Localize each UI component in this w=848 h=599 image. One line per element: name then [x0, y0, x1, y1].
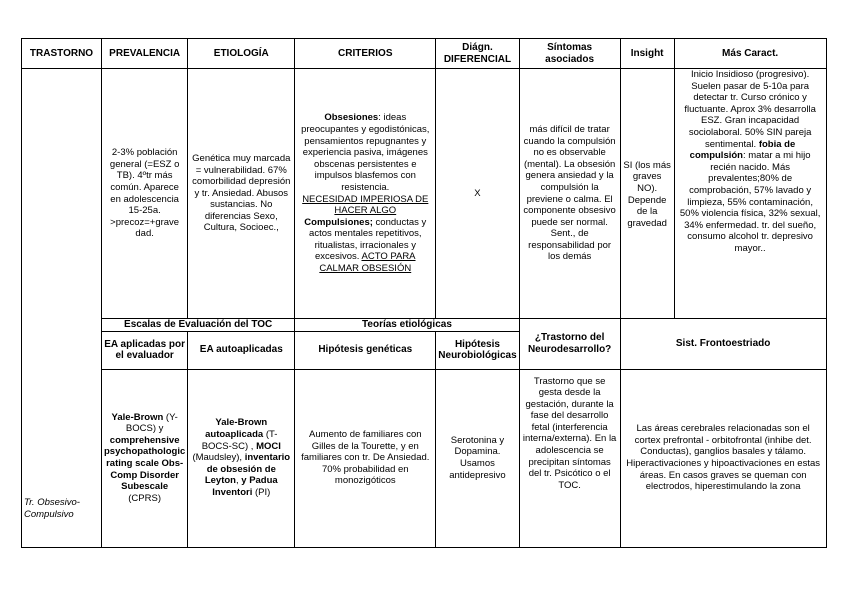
mas-text-1: Inicio Insidioso (progresivo). Suelen pasar de 5-10a para detectar tr. Curso crónico y fluctuante. Aprox 3% desarrolla ESZ. Gran incapacidad sociolaboral. 50% SIN pareja sentimental.	[684, 69, 816, 150]
header-etiologia: ETIOLOGÍA	[188, 39, 295, 69]
geneticas-cell: Aumento de familiares con Gilles de la Tourette, y en familiares con tr. De Ansiedad. 70% probabilidad en monozigóticos	[295, 369, 436, 547]
frontoestriado-title: Sist. Frontoestriado	[620, 319, 826, 370]
toc-summary-table	[21, 38, 827, 548]
header-diagnostico: Diágn. DIFERENCIAL	[436, 39, 519, 69]
moci-text: (Maudsley),	[192, 452, 243, 464]
main-row	[22, 69, 827, 319]
neurodesarrollo-question: ¿Trastorno del Neurodesarrollo?	[519, 319, 620, 370]
sintomas-cell: más difícil de tratar cuando la compulsión no es observable (mental). La obsesión genera ansiedad y la compulsión la previene o calma. El componente obsesivo puede ser normal. Sent., de responsabilidad por los demás	[519, 69, 620, 319]
insight-text: SI (los más graves NO). Depende de la gravedad	[623, 159, 671, 229]
ea-auto-cell	[188, 369, 295, 547]
prevalencia-cell: 2-3% población general (=ESZ o TB). 4ºtr más común. Aparece en adolescencia 15-25a. >precoz=+grave dad.	[102, 69, 188, 319]
header-trastorno: TRASTORNO	[22, 39, 102, 69]
header-prevalencia: PREVALENCIA	[102, 39, 188, 69]
trastorno-cell	[22, 69, 102, 548]
criterios-cell	[295, 69, 436, 319]
diagnostico-cell: X	[436, 69, 519, 319]
leyton-text: ,	[235, 475, 239, 487]
cprs-label: comprehensive psychopathologic rating scale Obs-Comp Disorder Subescale	[104, 434, 186, 493]
compulsiones-label: Compulsiones;	[304, 216, 373, 228]
leyton-label: inventario de obsesión de Leyton	[204, 452, 291, 487]
neuro-header: Hipótesis Neurobiológicas	[436, 331, 519, 369]
escalas-title: Escalas de Evaluación del TOC	[102, 319, 295, 332]
compulsiones-act: ACTO PARA CALMAR OBSESIÓN	[319, 251, 416, 275]
bottom-row	[22, 369, 827, 547]
ea-evaluador-cell	[102, 369, 188, 547]
moci-label: MOCI	[256, 440, 281, 452]
ea-auto-header: EA autoaplicadas	[188, 331, 295, 369]
frontoestriado-cell: Las áreas cerebrales relacionadas son el cortex prefrontal - orbitofrontal (inhibe det. Conductas), ganglios basales y tálamo. Hiperactivaciones y hipoactivaciones en estas áreas. En casos graves se queman con electrodos, hiperestimulando la zona	[620, 369, 826, 547]
neuro-cell: Serotonina y Dopamina. Usamos antidepresivo	[436, 369, 519, 547]
padua-label: y Padua Inventori	[212, 475, 278, 498]
padua-text: (PI)	[252, 486, 271, 498]
yale-auto-label: Yale-Brown autoaplicada	[205, 417, 268, 441]
header-criterios: CRITERIOS	[295, 39, 436, 69]
yale-auto-text: (T-BOCS-SC) ,	[201, 429, 278, 452]
header-mas: Más Caract.	[674, 39, 826, 69]
mas-text-2: : matar a mi hijo recién nacido. Más prevalentes;80% de comprobación, 57% lavado y limpieza, 55% contaminación, 50% violencia física, 32% sexual, 34% enfermedad. tr. del sueño, consumo alcohol tr. depresivo mayor..	[679, 150, 821, 254]
teorias-title: Teorías etiológicas	[295, 319, 519, 332]
obsesiones-text: : ideas preocupantes y egodistónicas, pensamientos repugnantes y experiencia pasiva, imágenes obscenas persistentes e impulsos blasfemos con resistencia.	[301, 112, 430, 193]
etiologia-cell: Genética muy marcada = vulnerabilidad. 67% comorbilidad depresión y tr. Ansiedad. Abusos sustancias. No diferencias Sexo, Cultura, Socioec.,	[188, 69, 295, 319]
obsesiones-label: Obsesiones	[324, 112, 379, 124]
header-insight: Insight	[620, 39, 674, 69]
yale-brown-text: (Y-BOCS) y	[125, 411, 178, 435]
section-title-row	[22, 319, 827, 332]
mas-cell	[674, 69, 826, 319]
fobia-label: fobia de compulsión	[689, 138, 796, 162]
trastorno-name: Tr. Obsesivo-Compulsivo	[24, 497, 80, 520]
ea-evaluador-header: EA aplicadas por el evaluador	[102, 331, 188, 369]
geneticas-header: Hipótesis genéticas	[295, 331, 436, 369]
insight-cell	[620, 69, 674, 319]
header-row	[22, 39, 827, 69]
cprs-text: (CPRS)	[128, 492, 161, 504]
yale-brown-label: Yale-Brown	[111, 411, 164, 423]
compulsiones-text: conductas y actos mentales repetitivos, ritualistas, irracionales y excesivos.	[309, 216, 427, 263]
neurodesarrollo-cell: Trastorno que se gesta desde la gestación, durante la fase del desarrollo fetal (interferencia interna/externa). En la adolescencia se precipitan síntomas del tr. Psicótico o el TOC.	[519, 369, 620, 547]
header-sintomas: Síntomas asociados	[519, 39, 620, 69]
obsesiones-need: NECESIDAD IMPERIOSA DE HACER ALGO	[302, 193, 429, 217]
